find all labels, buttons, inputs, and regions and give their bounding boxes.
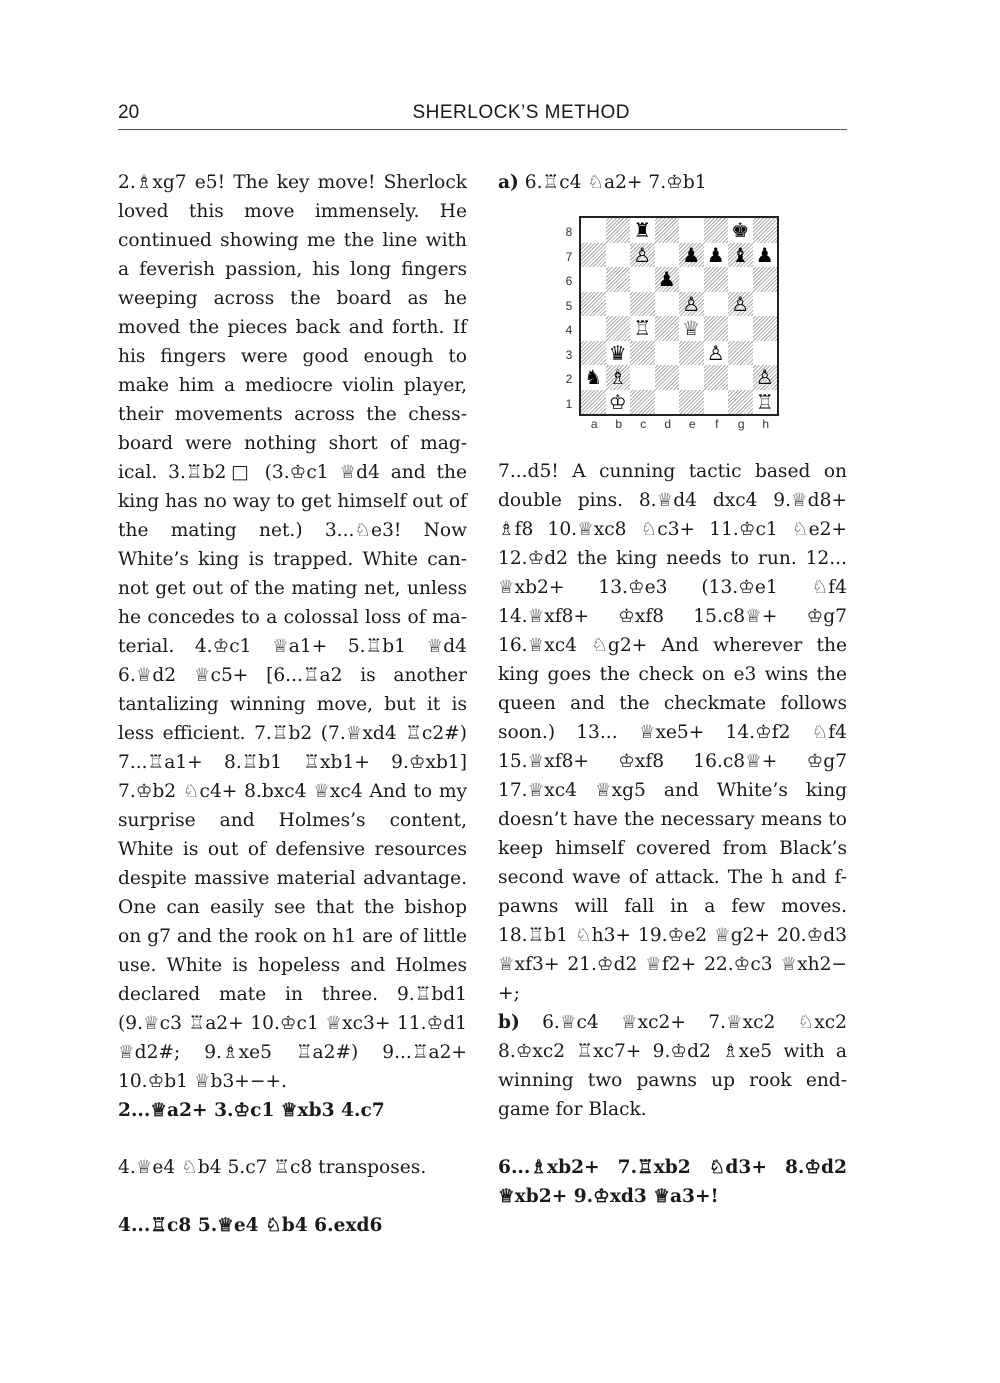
left-column-paragraph-2: 4.♕e4 ♘b4 5.c7 ♖c8 transposes. <box>118 1157 427 1178</box>
main-line-2: 4...♖c8 5.♕e4 ♘b4 6.exd6 <box>118 1215 383 1236</box>
rank-label-3: 3 <box>565 347 573 362</box>
rank-label-2: 2 <box>565 372 573 386</box>
square-d4 <box>655 316 680 341</box>
square-b6 <box>606 267 631 292</box>
square-b7 <box>606 243 631 268</box>
rank-label-1: 1 <box>565 396 573 411</box>
square-a7 <box>581 243 606 268</box>
piece-white-f3: ♙ <box>706 340 725 365</box>
square-c5 <box>630 292 655 317</box>
square-a6 <box>581 267 606 292</box>
file-label-a: a <box>590 417 598 431</box>
square-a5 <box>581 292 606 317</box>
square-d2 <box>655 365 680 390</box>
file-label-b: b <box>615 417 623 431</box>
square-g4 <box>728 316 753 341</box>
main-line-3: 6...♗xb2+ 7.♖xb2 ♘d3+ 8.♔d2 ♕xb2+ 9.♔xd3 ♕a3+! <box>498 1157 847 1207</box>
square-d3 <box>655 341 680 366</box>
file-label-g: g <box>737 417 745 431</box>
piece-white-c4: ♖ <box>633 316 652 340</box>
square-f1 <box>704 390 729 415</box>
rank-label-6: 6 <box>565 274 573 288</box>
variation-a-moves: 6.♖c4 ♘a2+ 7.♔b1 <box>524 172 707 193</box>
piece-black-h7: ♟ <box>755 242 774 267</box>
piece-black-b3: ♛ <box>608 340 627 365</box>
square-h5 <box>753 292 778 317</box>
square-c6 <box>630 267 655 292</box>
piece-black-c8: ♜ <box>633 218 652 242</box>
piece-white-h1: ♖ <box>755 389 774 414</box>
square-h8 <box>753 218 778 243</box>
square-a4 <box>581 316 606 341</box>
square-e2 <box>679 365 704 390</box>
rank-label-8: 8 <box>565 225 573 239</box>
rank-label-7: 7 <box>565 249 573 264</box>
piece-white-b1: ♔ <box>608 389 627 414</box>
square-a3 <box>581 341 606 366</box>
square-b8 <box>606 218 631 243</box>
piece-black-g8: ♚ <box>731 218 750 242</box>
variation-a-label: a) <box>498 172 519 193</box>
piece-white-h2: ♙ <box>755 365 774 389</box>
square-h4 <box>753 316 778 341</box>
square-h6 <box>753 267 778 292</box>
square-f6 <box>704 267 729 292</box>
piece-white-b2: ♗ <box>608 365 627 389</box>
rank-label-4: 4 <box>565 323 573 337</box>
square-a1 <box>581 390 606 415</box>
file-label-e: e <box>688 417 696 431</box>
square-e8 <box>679 218 704 243</box>
square-e3 <box>679 341 704 366</box>
running-head: SHERLOCK’S METHOD <box>412 102 630 123</box>
square-c2 <box>630 365 655 390</box>
square-f8 <box>704 218 729 243</box>
square-d1 <box>655 390 680 415</box>
square-c1 <box>630 390 655 415</box>
file-label-f: f <box>715 417 719 431</box>
square-a8 <box>581 218 606 243</box>
page-header <box>118 97 847 130</box>
piece-white-e5: ♙ <box>682 291 701 316</box>
square-g1 <box>728 390 753 415</box>
square-b4 <box>606 316 631 341</box>
left-column-paragraph-1: 2.♗xg7 e5! The key move! Sherlock loved this move immensely. He continued showing me the line with a feverish passion, his long fingers weeping across the board as he moved the pieces back and forth. If his fingers were good enough to make him a mediocre violin player, their movements across the chessboard were nothing short of magical. 3.♖b2□ (3.♔c1 ♕d4 and the king has no way to get himself out of the mating net.) 3...♘e3! Now White’s king is trapped. White cannot get out of the mating net, unless he concedes to a colossal loss of material. 4.♔c1 ♕a1+ 5.♖b1 ♕d4 6.♕d2 ♕c5+ [6...♖a2 is another tantalizing winning move, but it is less efficient. 7.♖b2 (7.♕xd4 ♖c2#) 7...♖a1+ 8.♖b1 ♖xb1+ 9.♔xb1] 7.♔b2 ♘c4+ 8.bxc4 ♕xc4 And to my surprise and Holmes’s content, White is out of defensive resources despite massive material advantage. One can easily see that the bishop on g7 and the rook on h1 are of little use. White is hopeless and Holmes declared mate in three. 9.♖bd1 (9.♕c3 ♖a2+ 10.♔c1 ♕xc3+ 11.♔d1 ♕d2#; 9.♗xe5 ♖a2#) 9...♖a2+ 10.♔b1 ♕b3+−+. <box>118 172 467 1092</box>
square-h3 <box>753 341 778 366</box>
piece-black-e7: ♟ <box>682 242 701 267</box>
square-g3 <box>728 341 753 366</box>
square-b5 <box>606 292 631 317</box>
square-e1 <box>679 390 704 415</box>
square-c3 <box>630 341 655 366</box>
square-d8 <box>655 218 680 243</box>
square-f2 <box>704 365 729 390</box>
piece-black-g7: ♝ <box>731 242 750 267</box>
square-d5 <box>655 292 680 317</box>
square-f4 <box>704 316 729 341</box>
piece-white-c7: ♙ <box>633 242 652 267</box>
variation-a-heading <box>498 168 847 197</box>
file-label-h: h <box>762 417 770 431</box>
piece-white-g5: ♙ <box>731 291 750 316</box>
square-g2 <box>728 365 753 390</box>
square-e6 <box>679 267 704 292</box>
square-d7 <box>655 243 680 268</box>
variation-a-text: 7...d5! A cunning tactic based on double pins. 8.♕d4 dxc4 9.♕d8+ ♗f8 10.♕xc8 ♘c3+ 11.♔c1 ♘e2+ 12.♔d2 the king needs to run. 12... ♕xb2+ 13.♔e3 (13.♔e1 ♘f4 14.♕xf8+ ♔xf8 15.c8♕+ ♔g7 16.♕xc4 ♘g2+ And wherever the king goes the check on e3 wins the queen and the checkmate follows soon.) 13... ♕xe5+ 14.♔f2 ♘f4 15.♕xf8+ ♔xf8 16.c8♕+ ♔g7 17.♕xc4 ♕xg5 and White’s king doesn’t have the necessary means to keep himself covered from Black’s second wave of attack. The h and f-pawns will fall in a few moves. 18.♖b1 ♘h3+ 19.♔e2 ♕g2+ 20.♔d3 ♕xf3+ 21.♔d2 ♕f2+ 22.♔c3 ♕xh2−+; <box>498 461 847 1004</box>
main-line-1: 2...♕a2+ 3.♔c1 ♕xb3 4.c7 <box>118 1100 385 1121</box>
chess-board <box>579 216 779 416</box>
page-number: 20 <box>118 102 140 123</box>
piece-black-a2: ♞ <box>584 365 603 389</box>
variation-b-text: b) 6.♕c4 ♕xc2+ 7.♕xc2 ♘xc2 8.♔xc2 ♖xc7+ 9.♔d2 ♗xe5 with a winning two pawns up rook endgame for Black. <box>498 1012 847 1120</box>
chess-diagram <box>555 213 785 435</box>
rank-label-5: 5 <box>565 298 573 313</box>
piece-white-e4: ♕ <box>682 316 701 340</box>
square-f5 <box>704 292 729 317</box>
piece-black-f7: ♟ <box>706 242 725 267</box>
file-label-d: d <box>664 417 672 431</box>
file-label-c: c <box>640 417 647 431</box>
piece-black-d6: ♟ <box>657 267 676 291</box>
square-g6 <box>728 267 753 292</box>
variation-b-label: b) <box>498 1012 520 1033</box>
